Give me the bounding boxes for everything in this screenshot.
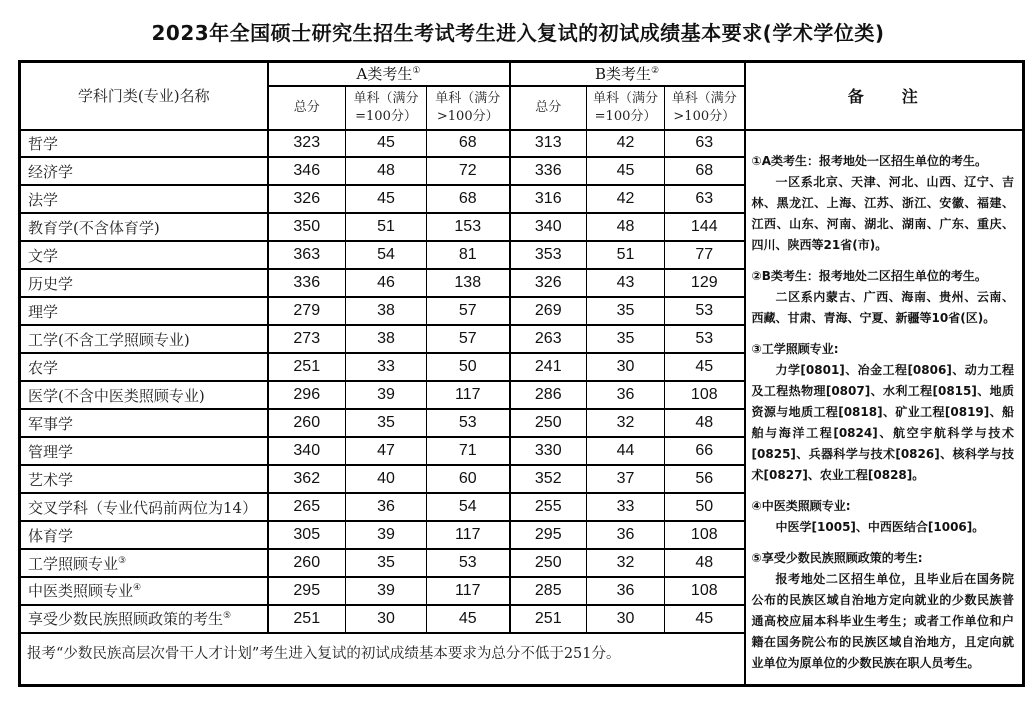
- score-cell: 330: [510, 437, 587, 465]
- score-cell: 30: [346, 605, 427, 633]
- remark-note-head: ⑤享受少数民族照顾政策的考生:: [751, 550, 923, 565]
- subject-name: 历史学: [20, 269, 268, 297]
- group-b-footnote-mark: ②: [651, 66, 660, 77]
- subject-name: 管理学: [20, 437, 268, 465]
- score-cell: 326: [510, 269, 587, 297]
- score-cell: 35: [346, 409, 427, 437]
- col-header-group-b: [510, 62, 745, 86]
- subject-name: 艺术学: [20, 465, 268, 493]
- subject-name: 体育学: [20, 521, 268, 549]
- footnote-mark: ⑤: [223, 611, 232, 622]
- subject-name: 理学: [20, 297, 268, 325]
- score-cell: 33: [346, 353, 427, 381]
- score-cell: 286: [510, 381, 587, 409]
- footnote-mark: ④: [133, 583, 142, 594]
- remark-note-body: 一区系北京、天津、河北、山西、辽宁、吉林、黑龙江、上海、江苏、浙江、安徽、福建、江西、山东、河南、湖北、湖南、广东、重庆、四川、陕西等21省(市)。: [751, 174, 1015, 252]
- score-cell: 36: [587, 577, 665, 605]
- group-b-label: B类考生: [594, 65, 651, 84]
- group-a-label: A类考生: [356, 65, 413, 84]
- col-header-b-single-eq100: 单科（满分=100分）: [587, 86, 665, 130]
- score-cell: 44: [587, 437, 665, 465]
- remark-note: [752, 496, 1015, 538]
- remark-note-head: ①A类考生：报考地处一区招生单位的考生。: [751, 153, 987, 168]
- score-cell: 32: [587, 409, 665, 437]
- remarks-notes: [745, 130, 1024, 686]
- score-cell: 45: [587, 157, 665, 185]
- score-cell: 241: [510, 353, 587, 381]
- col-header-subject: 学科门类(专业)名称: [20, 62, 268, 130]
- score-cell: 53: [665, 325, 745, 353]
- score-cell: 53: [427, 409, 510, 437]
- score-cell: 32: [587, 549, 665, 577]
- score-cell: 54: [346, 241, 427, 269]
- score-cell: 50: [665, 493, 745, 521]
- score-cell: 33: [587, 493, 665, 521]
- score-cell: 250: [510, 409, 587, 437]
- subject-name: 军事学: [20, 409, 268, 437]
- score-cell: 323: [268, 130, 346, 158]
- score-cell: 53: [665, 297, 745, 325]
- score-cell: 71: [427, 437, 510, 465]
- score-cell: 48: [665, 549, 745, 577]
- score-cell: 265: [268, 493, 346, 521]
- score-cell: 45: [346, 185, 427, 213]
- score-cell: 54: [427, 493, 510, 521]
- remark-note: [752, 339, 1015, 486]
- score-cell: 346: [268, 157, 346, 185]
- score-cell: 36: [587, 521, 665, 549]
- subject-name: 工学照顾专业③: [20, 549, 268, 577]
- score-cell: 42: [587, 130, 665, 158]
- subject-name: 文学: [20, 241, 268, 269]
- score-cell: 68: [665, 157, 745, 185]
- score-cell: 251: [268, 353, 346, 381]
- score-cell: 251: [268, 605, 346, 633]
- score-cell: 263: [510, 325, 587, 353]
- remark-note-body: 力学[0801]、冶金工程[0806]、动力工程及工程热物理[0807]、水利工程[0815]、地质资源与地质工程[0818]、矿业工程[0819]、船舶与海洋工程[0824]、航空宇航科学与技术[0825]、兵器科学与技术[0826]、核科学与技术[0827]、农业工程[0828]。: [751, 362, 1015, 482]
- header-row-groups: [20, 62, 1024, 86]
- score-cell: 47: [346, 437, 427, 465]
- score-cell: 51: [346, 213, 427, 241]
- score-cell: 39: [346, 521, 427, 549]
- score-cell: 51: [587, 241, 665, 269]
- score-cell: 35: [346, 549, 427, 577]
- score-cell: 340: [510, 213, 587, 241]
- score-cell: 37: [587, 465, 665, 493]
- score-cell: 296: [268, 381, 346, 409]
- score-cell: 36: [346, 493, 427, 521]
- page-title: 2023年全国硕士研究生招生考试考生进入复试的初试成绩基本要求(学术学位类): [151, 21, 885, 45]
- score-cell: 255: [510, 493, 587, 521]
- remark-note: [752, 266, 1015, 329]
- score-cell: 72: [427, 157, 510, 185]
- score-cell: 108: [665, 381, 745, 409]
- score-cell: 340: [268, 437, 346, 465]
- score-cell: 63: [665, 185, 745, 213]
- score-cell: 352: [510, 465, 587, 493]
- score-cell: 45: [665, 605, 745, 633]
- score-cell: 45: [346, 130, 427, 158]
- score-cell: 68: [427, 130, 510, 158]
- score-cell: 353: [510, 241, 587, 269]
- score-cell: 273: [268, 325, 346, 353]
- score-cell: 50: [427, 353, 510, 381]
- remark-note: [752, 548, 1015, 674]
- score-cell: 30: [587, 353, 665, 381]
- subject-name: 哲学: [20, 130, 268, 158]
- table-row: [20, 130, 1024, 158]
- score-cell: 35: [587, 297, 665, 325]
- score-cell: 48: [665, 409, 745, 437]
- score-cell: 77: [665, 241, 745, 269]
- score-cell: 117: [427, 381, 510, 409]
- remark-note-body: 报考地处二区招生单位，且毕业后在国务院公布的民族区域自治地方定向就业的少数民族普通高校应届本科毕业生考生；或者工作单位和户籍在国务院公布的民族区域自治地方，且定向就业单位为原单位的少数民族在职人员考生。: [751, 571, 1015, 670]
- subject-name: 农学: [20, 353, 268, 381]
- subject-name: 医学(不含中医类照顾专业): [20, 381, 268, 409]
- score-cell: 129: [665, 269, 745, 297]
- score-cell: 60: [427, 465, 510, 493]
- score-cell: 260: [268, 549, 346, 577]
- score-cell: 57: [427, 297, 510, 325]
- score-requirements-table: [18, 60, 1025, 687]
- score-cell: 316: [510, 185, 587, 213]
- score-cell: 43: [587, 269, 665, 297]
- score-cell: 68: [427, 185, 510, 213]
- score-cell: 153: [427, 213, 510, 241]
- col-header-a-total: 总分: [268, 86, 346, 130]
- score-cell: 48: [587, 213, 665, 241]
- score-cell: 30: [587, 605, 665, 633]
- remark-note-body: 二区系内蒙古、广西、海南、贵州、云南、西藏、甘肃、青海、宁夏、新疆等10省(区)。: [751, 289, 1015, 325]
- score-cell: 295: [268, 577, 346, 605]
- score-cell: 336: [268, 269, 346, 297]
- subject-name: 享受少数民族照顾政策的考生⑤: [20, 605, 268, 633]
- score-cell: 326: [268, 185, 346, 213]
- subject-name: 经济学: [20, 157, 268, 185]
- score-cell: 108: [665, 577, 745, 605]
- score-cell: 38: [346, 325, 427, 353]
- score-cell: 305: [268, 521, 346, 549]
- score-cell: 251: [510, 605, 587, 633]
- footnote-mark: ③: [118, 555, 127, 566]
- subject-name: 中医类照顾专业④: [20, 577, 268, 605]
- score-cell: 117: [427, 521, 510, 549]
- subject-name: 教育学(不含体育学): [20, 213, 268, 241]
- subject-name: 交叉学科（专业代码前两位为14）: [20, 493, 268, 521]
- remark-note-head: ②B类考生：报考地处二区招生单位的考生。: [751, 268, 987, 283]
- score-cell: 117: [427, 577, 510, 605]
- score-cell: 45: [665, 353, 745, 381]
- remark-note: [752, 151, 1015, 256]
- col-header-b-total: 总分: [510, 86, 587, 130]
- col-header-group-a: [268, 62, 510, 86]
- score-cell: 269: [510, 297, 587, 325]
- score-cell: 250: [510, 549, 587, 577]
- score-cell: 63: [665, 130, 745, 158]
- score-cell: 48: [346, 157, 427, 185]
- group-a-footnote-mark: ①: [412, 66, 421, 77]
- remark-note-head: ④中医类照顾专业:: [751, 498, 851, 513]
- score-cell: 38: [346, 297, 427, 325]
- score-cell: 336: [510, 157, 587, 185]
- score-cell: 279: [268, 297, 346, 325]
- subject-name: 法学: [20, 185, 268, 213]
- score-cell: 42: [587, 185, 665, 213]
- score-cell: 362: [268, 465, 346, 493]
- score-cell: 285: [510, 577, 587, 605]
- score-cell: 39: [346, 577, 427, 605]
- score-cell: 81: [427, 241, 510, 269]
- col-header-b-single-gt100: 单科（满分>100分）: [665, 86, 745, 130]
- remark-note-body: 中医学[1005]、中西医结合[1006]。: [775, 519, 985, 534]
- score-cell: 313: [510, 130, 587, 158]
- score-cell: 295: [510, 521, 587, 549]
- score-cell: 350: [268, 213, 346, 241]
- col-header-a-single-eq100: 单科（满分=100分）: [346, 86, 427, 130]
- score-cell: 36: [587, 381, 665, 409]
- score-cell: 66: [665, 437, 745, 465]
- score-cell: 45: [427, 605, 510, 633]
- score-cell: 260: [268, 409, 346, 437]
- score-cell: 57: [427, 325, 510, 353]
- remark-note-head: ③工学照顾专业:: [751, 341, 839, 356]
- subject-name: 工学(不含工学照顾专业): [20, 325, 268, 353]
- score-cell: 363: [268, 241, 346, 269]
- score-cell: 39: [346, 381, 427, 409]
- col-header-remarks: 备 注: [745, 62, 1024, 130]
- score-cell: 108: [665, 521, 745, 549]
- score-cell: 40: [346, 465, 427, 493]
- score-cell: 56: [665, 465, 745, 493]
- score-cell: 53: [427, 549, 510, 577]
- score-cell: 35: [587, 325, 665, 353]
- score-cell: 138: [427, 269, 510, 297]
- footer-note: 报考“少数民族高层次骨干人才计划”考生进入复试的初试成绩基本要求为总分不低于251分。: [20, 633, 745, 685]
- score-cell: 144: [665, 213, 745, 241]
- col-header-a-single-gt100: 单科（满分>100分）: [427, 86, 510, 130]
- score-cell: 46: [346, 269, 427, 297]
